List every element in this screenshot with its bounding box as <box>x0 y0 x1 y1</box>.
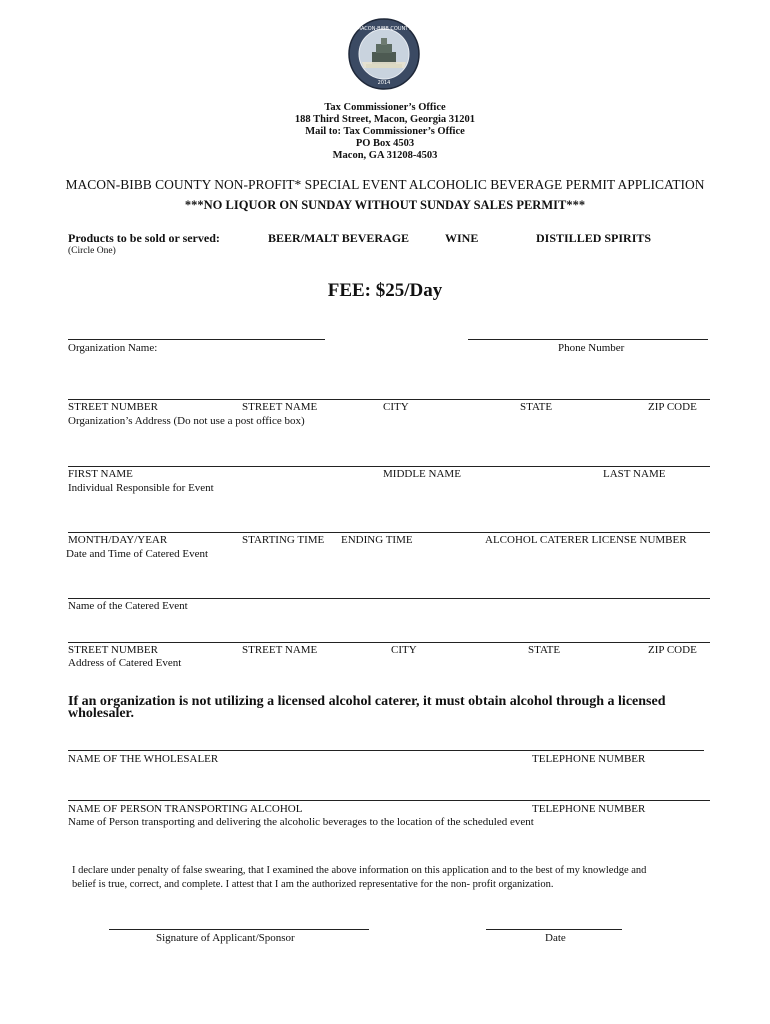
transporter-phone-label: TELEPHONE NUMBER <box>532 803 646 815</box>
product-wine-option[interactable]: WINE <box>445 231 479 245</box>
date-label-bottom: Date <box>545 932 566 944</box>
org-address-caption: Organization’s Address (Do not use a post office box) <box>68 415 305 427</box>
declaration-line-2: belief is true, correct, and complete. I attest that I am the authorized representative for the non- profit organization. <box>72 879 554 890</box>
phone-line[interactable] <box>468 339 708 340</box>
state-label: STATE <box>520 401 553 413</box>
last-name-label: LAST NAME <box>603 468 666 480</box>
county-seal-logo <box>348 18 420 90</box>
responsible-line[interactable] <box>68 466 710 467</box>
responsible-caption: Individual Responsible for Event <box>68 482 214 494</box>
seal-top-text: MACON-BIBB COUNTY <box>356 26 412 32</box>
event-address-caption: Address of Catered Event <box>68 657 182 669</box>
first-name-label: FIRST NAME <box>68 468 133 480</box>
event-name-line[interactable] <box>68 598 710 599</box>
date-time-caption: Date and Time of Catered Event <box>66 548 209 560</box>
phone-label: Phone Number <box>558 342 625 354</box>
transporter-line[interactable] <box>68 800 710 801</box>
org-name-line[interactable] <box>68 339 325 340</box>
date-label: MONTH/DAY/YEAR <box>68 534 168 546</box>
middle-name-label: MIDDLE NAME <box>383 468 461 480</box>
zip-label: ZIP CODE <box>648 401 697 413</box>
office-mail-to: Mail to: Tax Commissioner’s Office <box>305 126 465 137</box>
event-name-label: Name of the Catered Event <box>68 600 188 612</box>
declaration-line-1: I declare under penalty of false swearing, that I examined the above information on this application and to the best of my knowledge and <box>72 865 647 876</box>
office-name: Tax Commissioner’s Office <box>324 102 446 113</box>
product-beer-option[interactable]: BEER/MALT BEVERAGE <box>268 231 410 245</box>
wholesaler-name-label: NAME OF THE WHOLESALER <box>68 753 219 765</box>
caterer-license-label: ALCOHOL CATERER LICENSE NUMBER <box>485 534 687 546</box>
signature-label: Signature of Applicant/Sponsor <box>156 932 295 944</box>
transporter-caption: Name of Person transporting and delivering the alcoholic beverages to the location of the scheduled event <box>68 816 534 828</box>
fee-heading: FEE: $25/Day <box>327 280 443 301</box>
event-zip-label: ZIP CODE <box>648 644 697 656</box>
wholesaler-notice: If an organization is not utilizing a licensed alcohol caterer, it must obtain alcohol through a licensed wholesaler. <box>68 694 666 721</box>
office-street: 188 Third Street, Macon, Georgia 31201 <box>294 114 476 125</box>
event-state-label: STATE <box>528 644 561 656</box>
wholesaler-line[interactable] <box>68 750 704 751</box>
seal-bottom-text: 2014 <box>377 80 391 86</box>
city-label: CITY <box>383 401 409 413</box>
event-street-number-label: STREET NUMBER <box>68 644 158 656</box>
org-name-label: Organization Name: <box>68 342 158 354</box>
event-city-label: CITY <box>391 644 417 656</box>
wholesaler-phone-label: TELEPHONE NUMBER <box>532 753 646 765</box>
transporter-name-label: NAME OF PERSON TRANSPORTING ALCOHOL <box>68 803 303 815</box>
sunday-warning: ***NO LIQUOR ON SUNDAY WITHOUT SUNDAY SALES PERMIT*** <box>184 198 586 212</box>
end-time-label: ENDING TIME <box>341 534 413 546</box>
event-address-line[interactable] <box>68 642 710 643</box>
office-po-box: PO Box 4503 <box>355 138 415 149</box>
start-time-label: STARTING TIME <box>242 534 325 546</box>
products-label: Products to be sold or served: <box>68 231 220 245</box>
date-line[interactable] <box>486 929 622 930</box>
date-time-line[interactable] <box>68 532 710 533</box>
office-city: Macon, GA 31208-4503 <box>332 150 438 161</box>
street-name-label: STREET NAME <box>242 401 318 413</box>
circle-one-note: (Circle One) <box>68 246 116 256</box>
signature-line[interactable] <box>109 929 369 930</box>
form-title: MACON-BIBB COUNTY NON-PROFIT* SPECIAL EVENT ALCOHOLIC BEVERAGE PERMIT APPLICATION <box>65 177 705 192</box>
event-street-name-label: STREET NAME <box>242 644 318 656</box>
street-number-label: STREET NUMBER <box>68 401 158 413</box>
org-address-line[interactable] <box>68 399 710 400</box>
product-spirits-option[interactable]: DISTILLED SPIRITS <box>536 231 652 245</box>
